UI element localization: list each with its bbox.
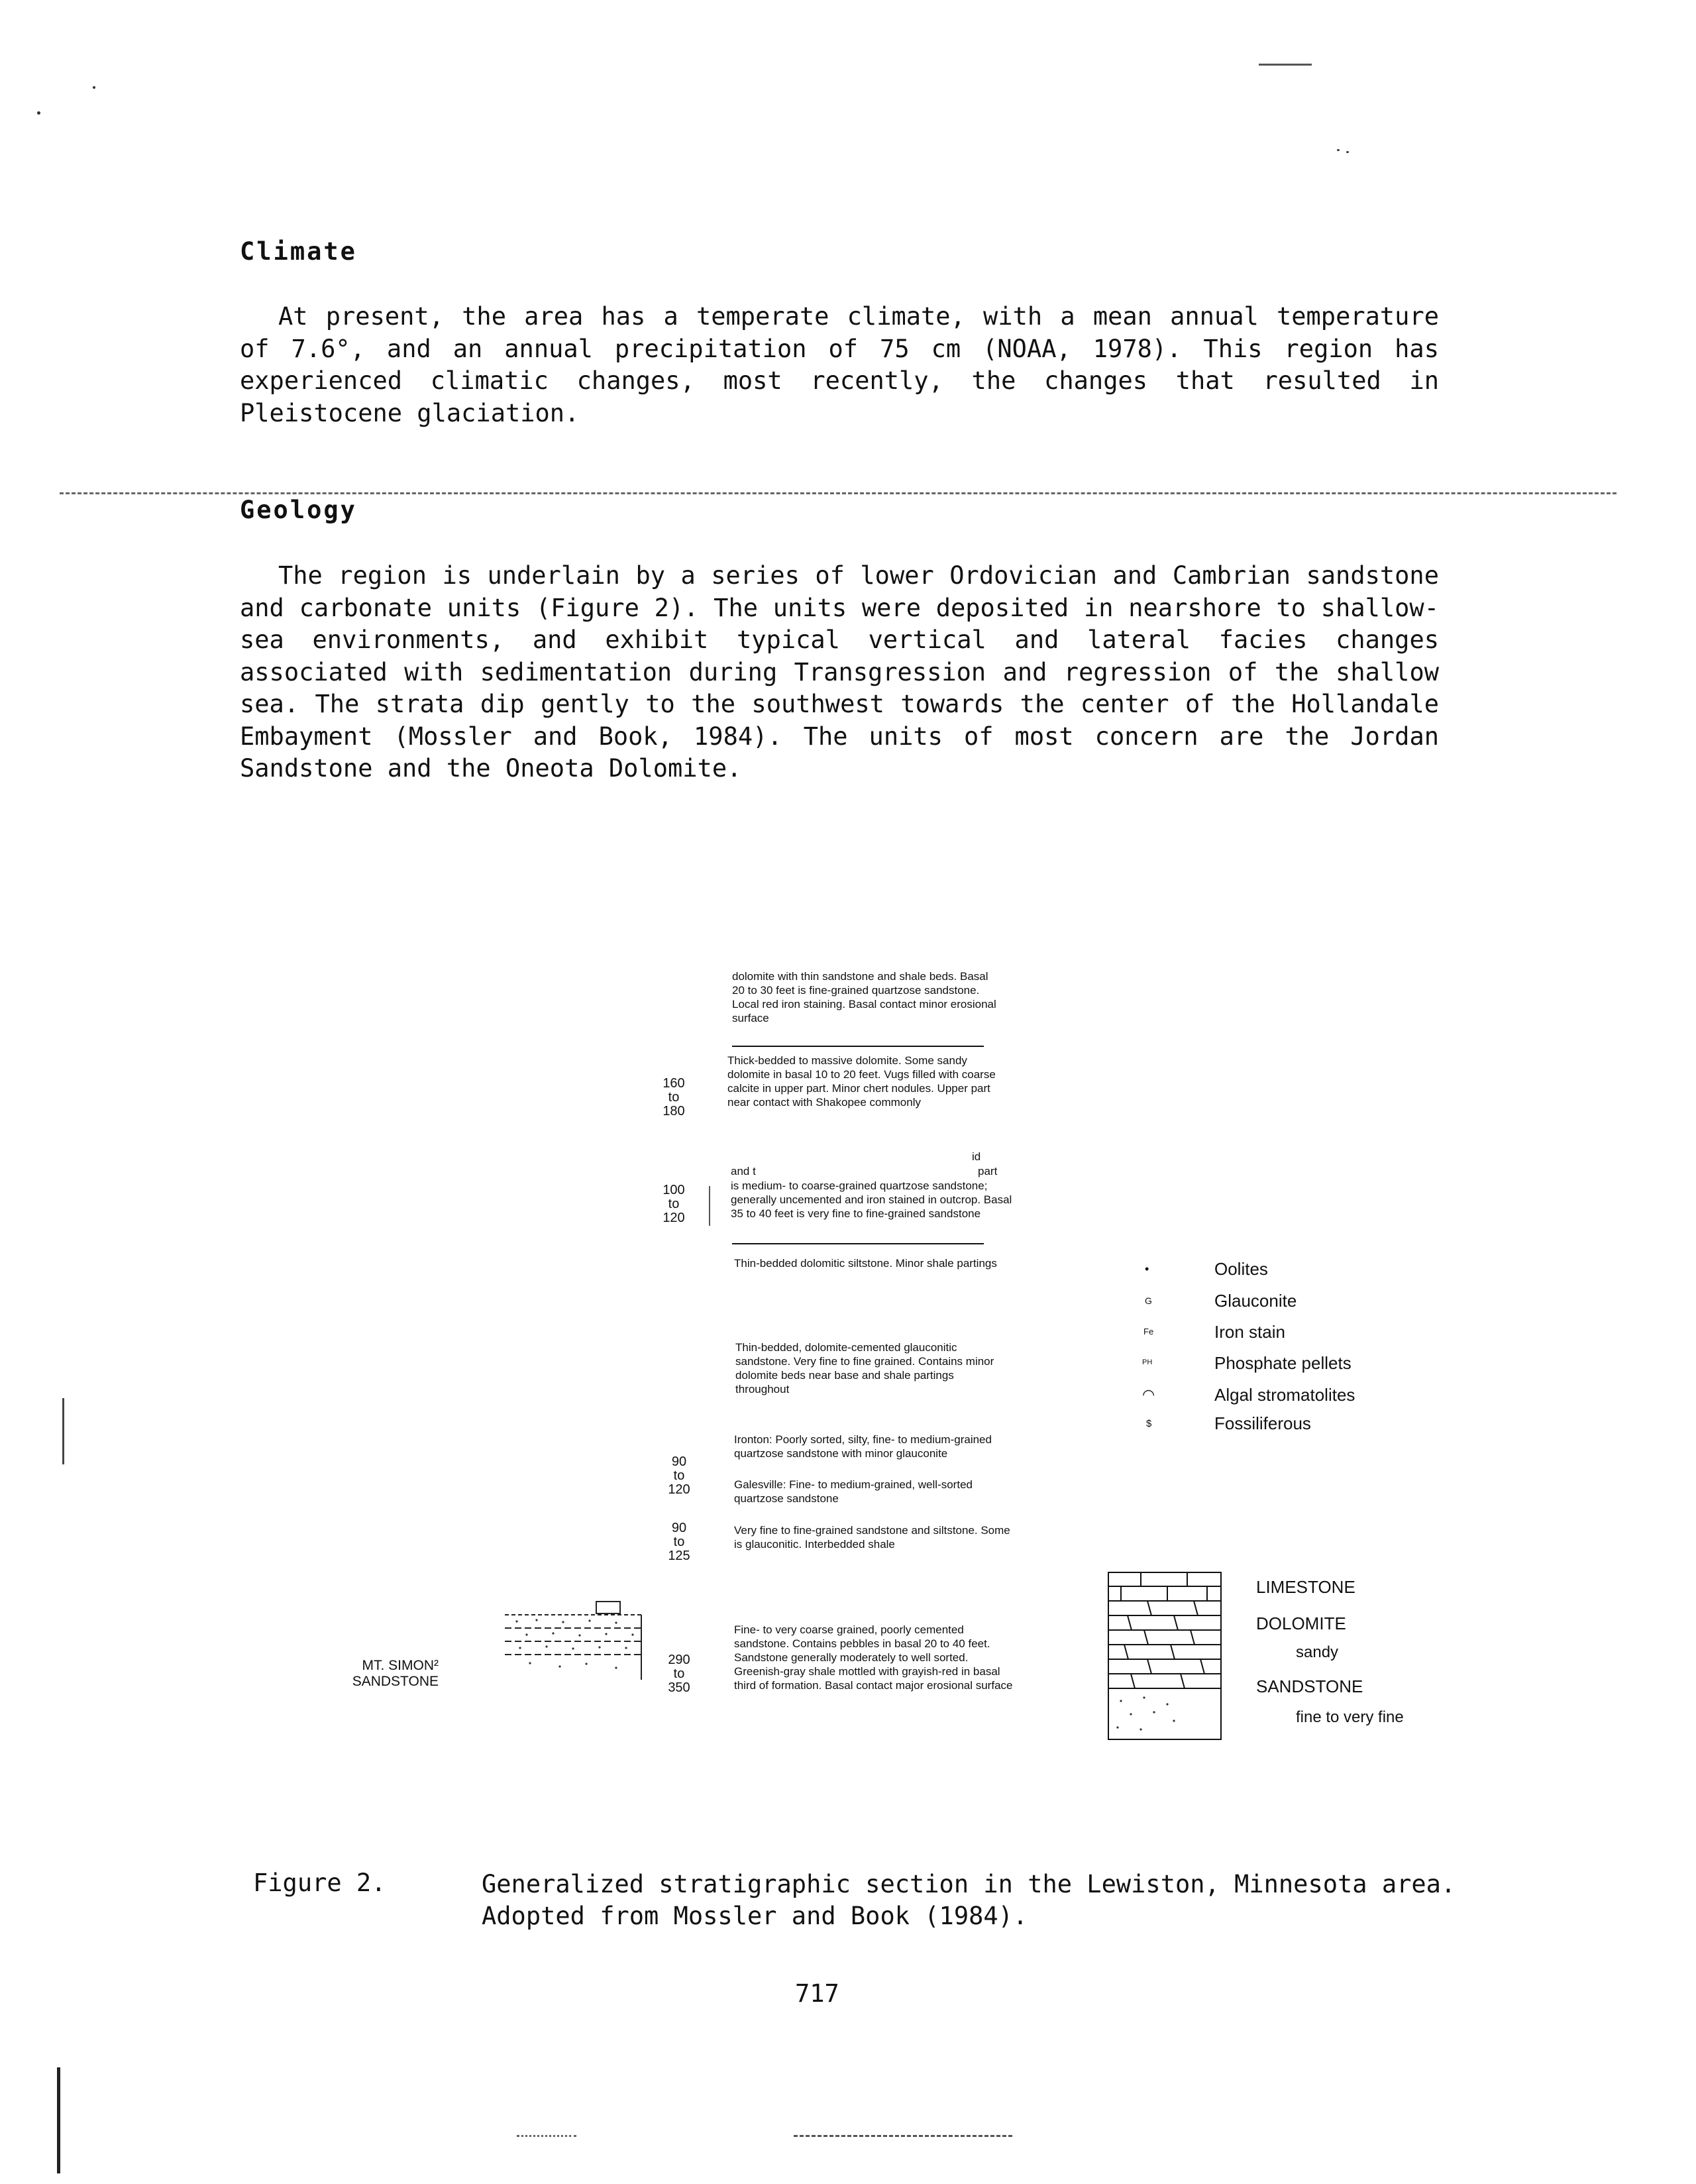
thickness-range: 90 to 125 [668,1521,690,1563]
legend-label: Oolites [1214,1259,1268,1279]
contact-line [732,1243,984,1244]
unit-description: dolomite with thin sandstone and shale beds. Basal 20 to 30 feet is fine-grained quartzose sandstone. Local red iron staining. Basal contact minor erosional surface [732,970,996,1024]
unit-name: MT. SIMON² SANDSTONE [352,1658,439,1689]
legend-label: Algal stromatolites [1214,1385,1355,1405]
unit-description: Very fine to fine-grained sandstone and siltstone. Some is glauconitic. Interbedded shale [734,1524,1010,1551]
unit-description: Thick-bedded to massive dolomite. Some sandy dolomite in basal 10 to 20 feet. Vugs filled with coarse calcite in upper part. Minor chert nodules. Upper part near contact with Shakopee commonly [727,1054,996,1109]
stromatolite-icon: ◠ [1142,1386,1155,1403]
unit-fragment: and t [731,1165,756,1177]
dolomite-sublabel: sandy [1296,1643,1339,1661]
scan-speck [1337,149,1340,151]
legend-label: Glauconite [1214,1291,1297,1311]
unit-description: is medium- to coarse-grained quartzose sandstone; generally uncemented and iron stained in outcrop. Basal 35 to 40 feet is very fine to fine-grained sandstone [731,1179,1012,1220]
unit-fragment: id [972,1150,981,1163]
scan-mark [57,2067,60,2173]
thickness-range: 160 to 180 [662,1076,685,1119]
glauconite-icon: G [1145,1295,1152,1306]
unit-description: Ironton: Poorly sorted, silty, fine- to medium-grained quartzose sandstone with minor glauconite [734,1433,992,1460]
scan-speck [37,111,40,115]
scan-speck [1346,151,1349,153]
scan-mark [62,1398,64,1464]
climate-heading: Climate [240,237,357,266]
legend-label: Fossiliferous [1214,1413,1311,1433]
contact-line [732,1046,984,1047]
iron-stain-icon: Fe [1143,1327,1154,1337]
thickness-range: 90 to 120 [668,1454,690,1497]
sandstone-sublabel: fine to very fine [1296,1708,1404,1726]
phosphate-icon: PH [1142,1358,1153,1366]
scan-mark [794,2135,1012,2137]
fossil-icon: $ [1146,1418,1152,1429]
legend-label: Iron stain [1214,1322,1285,1342]
limestone-label: LIMESTONE [1256,1577,1355,1597]
geology-paragraph: The region is underlain by a series of lower Ordovician and Cambrian sandstone and carbonate units (Figure 2). The units were deposited in nearshore to shallow-sea environments, and exhibit typical vertical and lateral facies changes associated with sedimentation during Transgression and regression of the shallow sea. The strata dip gently to the southwest towards the center of the Hollandale Embayment (Mossler and Book, 1984). The units of most concern are the Jordan Sandstone and the Oneota Dolomite. [240,561,1439,783]
unit-description: Galesville: Fine- to medium-grained, well-sorted quartzose sandstone [734,1478,973,1505]
thickness-range: 100 to 120 [662,1183,685,1225]
scan-mark [1259,64,1312,66]
unit-description: Thin-bedded, dolomite-cemented glauconitic sandstone. Very fine to fine grained. Contains minor dolomite beds near base and shale partings throughout [735,1341,994,1395]
scan-speck [93,86,95,89]
figure-caption: Generalized stratigraphic section in the Lewiston, Minnesota area. Adopted from Mossler and Book (1984). [482,1870,1456,1930]
legend-label: Phosphate pellets [1214,1353,1352,1373]
lithology-key [1108,1572,1224,1743]
unit-description: Thin-bedded dolomitic siltstone. Minor shale partings [734,1257,997,1270]
unit-description: Fine- to very coarse grained, poorly cemented sandstone. Contains pebbles in basal 20 to 40 feet. Sandstone generally moderately to well sorted. Greenish-gray shale mottled with grayish-red in basal third of formation. Basal contact major erosional surface [734,1623,1013,1692]
climate-paragraph: At present, the area has a temperate climate, with a mean annual temperature of 7.6°, and an annual precipitation of 75 cm (NOAA, 1978). This region has experienced climatic changes, most recently, the changes that resulted in Pleistocene glaciation. [240,302,1439,427]
dolomite-label: DOLOMITE [1256,1613,1346,1633]
figure-caption-label: Figure 2. [253,1869,386,1897]
page-number: 717 [795,1979,839,2008]
thickness-range: 290 to 350 [668,1653,690,1695]
scan-mark [517,2135,576,2137]
unit-fragment: part [978,1165,998,1177]
column-tick [709,1186,710,1226]
oolites-icon: • [1145,1262,1149,1276]
sandstone-label: SANDSTONE [1256,1676,1363,1696]
dashed-divider [60,492,1616,494]
geology-heading: Geology [240,496,357,524]
mt-simon-column [504,1600,649,1686]
